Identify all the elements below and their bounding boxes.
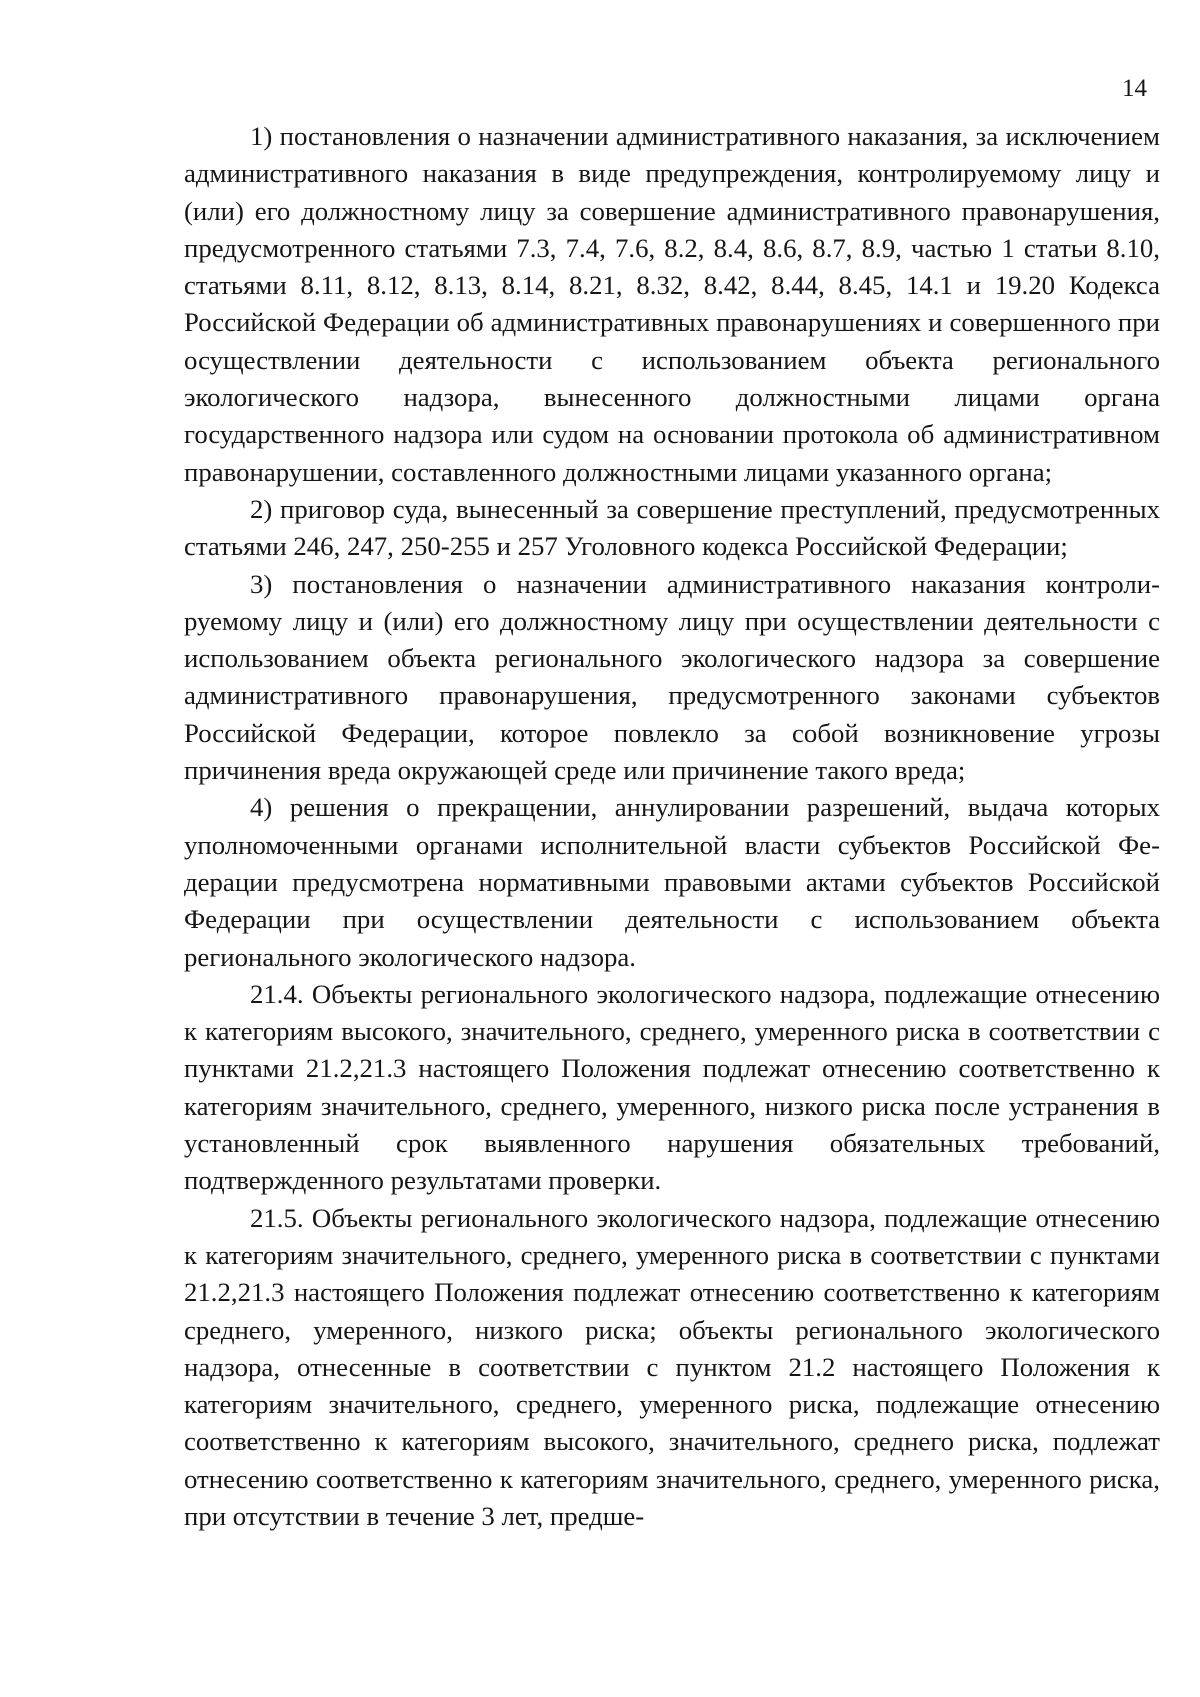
paragraph-item-1: 1) постановления о назначении административного наказания, за исключением административного наказания в виде предупреждения, контролируемому лицу и (или) его должностному лицу за совершение административного правонарушения, предусмотренного статьями 7.3, 7.4, 7.6, 8.2, 8.4, 8.6, 8.7, 8.9, частью 1 статьи 8.10, статьями 8.11, 8.12, 8.13, 8.14, 8.21, 8.32, 8.42, 8.44, 8.45, 14.1 и 19.20 Кодекса Российской Федерации об административных правонарушениях и совершенного при осуществлении деятельности с использованием объекта регионального экологического надзора, вынесенного должностными лицами органа государственного надзора или судом на основании протокола об административном правонарушении, составленного должностными лицами указанного органа; [184, 121, 1160, 487]
paragraph-item-3: 3) постановления о назначении административного наказания контролируемому лицу и (или) его должностному лицу при осуществлении деятельности с использованием объекта регионального экологического надзора за совершение административного правонарушения, предусмотренного законами субъектов Российской Федерации, которое повлекло за собой возникновение угрозы причинения вреда окружающей среде или причинение такого вреда; [184, 568, 1160, 786]
paragraph-21-4: 21.4. Объекты регионального экологического надзора, подлежащие отнесению к категориям высокого, значительного, среднего, умеренного риска в соответствии с пунктами 21.2,21.3 настоящего Положения подлежат отнесению соответственно к категориям значительного, среднего, умеренного, низкого риска после устранения в установленный срок выявленного нарушения обязательных требований, подтвержденного результатами проверки. [184, 978, 1160, 1196]
page-number: 14 [1122, 75, 1147, 102]
paragraph-item-2: 2) приговор суда, вынесенный за совершение преступлений, предусмотренных статьями 246, 247, 250-255 и 257 Уголовного кодекса Российской Федерации; [184, 493, 1160, 562]
paragraph-item-4: 4) решения о прекращении, аннулировании разрешений, выдача которых уполномоченными органами исполнительной власти субъектов Российской Федерации предусмотрена нормативными правовыми актами субъектов Российской Федерации при осуществлении деятельности с использованием объекта регионального экологического надзора. [184, 792, 1160, 972]
paragraph-21-5: 21.5. Объекты регионального экологического надзора, подлежащие отнесению к категориям значительного, среднего, умеренного риска в соответствии с пунктами 21.2,21.3 настоящего Положения подлежат отнесению соответственно к категориям среднего, умеренного, низкого риска; объекты регионального экологического надзора, отнесенные в соответствии с пунктом 21.2 настоящего Положения к категориям значительного, среднего, умеренного риска, подлежащие отнесению соответственно к категориям высокого, значительного, среднего риска, подлежат отнесению соответственно к категориям значительного, среднего, умеренного риска, при отсутствии в течение 3 лет, предше- [184, 1202, 1160, 1531]
document-body [184, 118, 1160, 1535]
